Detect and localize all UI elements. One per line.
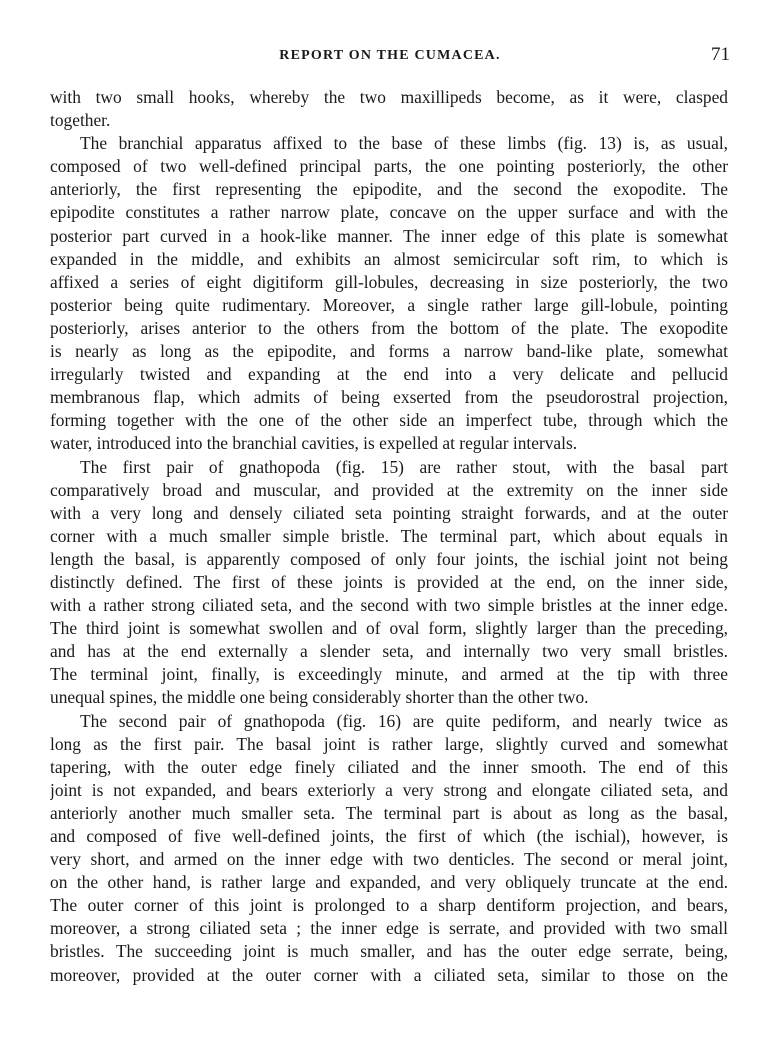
- text-line: with two small hooks, whereby the two maxillipeds become, as it were, clasped: [50, 87, 728, 107]
- paragraph: [50, 456, 728, 710]
- text-line: irregularly twisted and expanding at the end into a very delicate and pellucid: [50, 364, 728, 385]
- text-line: joint is not expanded, and bears exteriorly a very strong and elongate ciliated seta, and: [50, 779, 728, 800]
- text-line: moreover, provided at the outer corner with a ciliated seta, similar to those on the: [50, 964, 728, 985]
- text-line: water, introduced into the branchial cavities, is expelled at regular intervals.: [50, 433, 578, 454]
- text-line: forming together with the one of the other side an imperfect tube, through which the: [50, 410, 728, 431]
- text-line: posterior being quite rudimentary. Moreover, a single rather large gill-lobule, pointing: [50, 294, 728, 315]
- text-line: and composed of five well-defined joints, the first of which (the ischial), however, is: [50, 826, 728, 846]
- text-line: The outer corner of this joint is prolonged to a sharp dentiform projection, and bears,: [50, 895, 728, 916]
- text-line: together.: [50, 110, 111, 131]
- text-line: with a rather strong ciliated seta, and the second with two simple bristles at the inner edge.: [50, 595, 728, 616]
- text-line: anteriorly, the first representing the epipodite, and the second the exopodite. The: [50, 179, 728, 200]
- running-title: REPORT ON THE CUMACEA.: [279, 48, 501, 63]
- paragraph: [50, 132, 728, 455]
- text-line: distinctly defined. The first of these joints is provided at the end, on the inner side,: [50, 571, 728, 592]
- text-line: The branchial apparatus affixed to the base of these limbs (fig. 13) is, as usual,: [80, 133, 728, 154]
- text-line: on the other hand, is rather large and expanded, and very obliquely truncate at the end.: [50, 872, 728, 893]
- text-line: unequal spines, the middle one being considerably shorter than the other two.: [50, 687, 589, 708]
- text-line: The terminal joint, finally, is exceedingly minute, and armed at the tip with three: [50, 664, 728, 685]
- text-line: moreover, a strong ciliated seta ; the inner edge is serrate, and provided with two small: [50, 918, 728, 939]
- text-line: membranous flap, which admits of being exserted from the pseudorostral projection,: [50, 387, 728, 408]
- text-line: affixed a series of eight digitiform gill-lobules, decreasing in size posteriorly, the two: [50, 271, 728, 292]
- text-line: very short, and armed on the inner edge with two denticles. The second or meral joint,: [50, 849, 728, 870]
- text-line: The first pair of gnathopoda (fig. 15) are rather stout, with the basal part: [80, 456, 728, 477]
- text-line: tapering, with the outer edge finely ciliated and the inner smooth. The end of this: [50, 756, 728, 777]
- text-line: is nearly as long as the epipodite, and forms a narrow band-like plate, somewhat: [50, 341, 728, 362]
- text-line: long as the first pair. The basal joint is rather large, slightly curved and somewhat: [50, 733, 728, 754]
- paragraph: [50, 710, 728, 987]
- text-line: length the basal, is apparently composed of only four joints, the ischial joint not being: [50, 548, 728, 569]
- text-line: The third joint is somewhat swollen and of oval form, slightly larger than the preceding,: [50, 618, 728, 639]
- page-header: [50, 44, 730, 68]
- body-text: [50, 86, 728, 987]
- text-line: bristles. The succeeding joint is much smaller, and has the outer edge serrate, being,: [50, 941, 728, 962]
- text-line: The second pair of gnathopoda (fig. 16) are quite pediform, and nearly twice as: [80, 710, 728, 731]
- page-number: 71: [711, 44, 730, 65]
- text-line: anteriorly another much smaller seta. The terminal part is about as long as the basal,: [50, 802, 728, 823]
- text-line: epipodite constitutes a rather narrow plate, concave on the upper surface and with the: [50, 202, 728, 223]
- text-line: and has at the end externally a slender seta, and internally two very small bristles.: [50, 641, 728, 662]
- text-line: with a very long and densely ciliated seta pointing straight forwards, and at the outer: [50, 502, 728, 523]
- paragraph: [50, 86, 728, 132]
- text-line: corner with a much smaller simple bristle. The terminal part, which about equals in: [50, 525, 728, 546]
- text-line: comparatively broad and muscular, and provided at the extremity on the inner side: [50, 479, 728, 500]
- text-line: posterior part curved in a hook-like manner. The inner edge of this plate is somewhat: [50, 225, 728, 246]
- text-line: posteriorly, arises anterior to the others from the bottom of the plate. The exopodite: [50, 317, 728, 338]
- text-line: composed of two well-defined principal parts, the one pointing posteriorly, the other: [50, 156, 728, 177]
- text-line: expanded in the middle, and exhibits an almost semicircular soft rim, to which is: [50, 248, 728, 269]
